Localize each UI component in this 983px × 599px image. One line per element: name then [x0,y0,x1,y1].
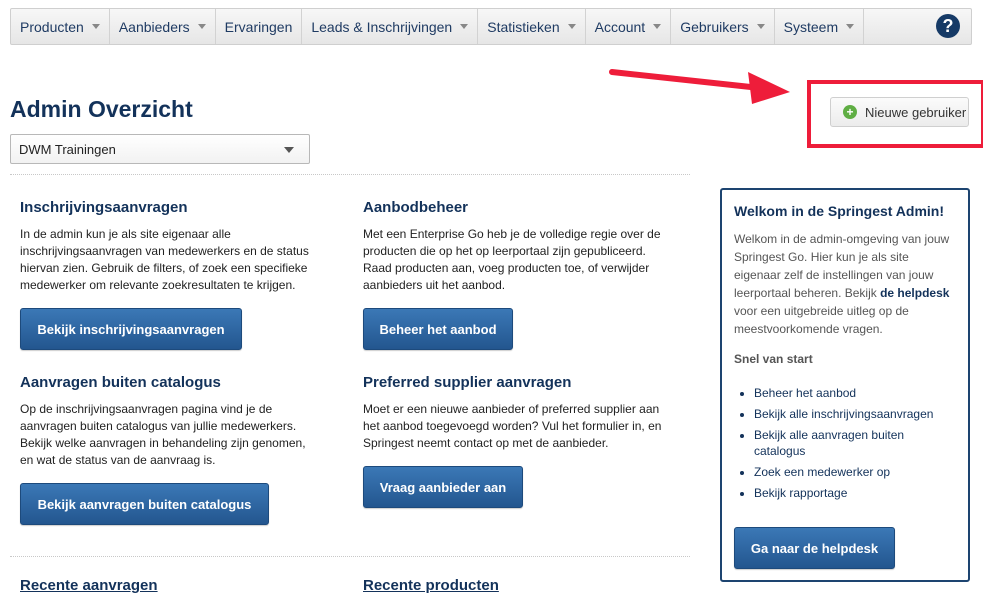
go-to-helpdesk-button[interactable]: Ga naar de helpdesk [734,527,895,569]
quick-link-enrollments[interactable]: Bekijk alle inschrijvingsaanvragen [754,407,934,421]
section-text: Met een Enterprise Go heb je de volledige regie over de producten die op het op leerportaal zijn gepubliceerd. Raad producten aan, voeg producten toe, of verwijder aanbieders uit het aanbod. [363,227,661,292]
list-item [754,485,956,501]
nav-account[interactable] [586,9,672,44]
nav-label: Systeem [783,18,839,35]
nav-leads-inschrijvingen[interactable] [302,9,478,44]
new-user-label: Nieuwe gebruiker [865,104,967,120]
annotation-arrow [600,60,800,110]
top-navigation [10,8,972,45]
divider [10,174,690,175]
nav-label: Account [594,18,646,35]
intro-text: Welkom in de admin-omgeving van jouw Springest Go. Hier kun je als site eigenaar zelf de instellingen van jouw leerportaal beheren. Bekijk [734,232,950,300]
section-aanbodbeheer [363,199,668,294]
quick-link-find-employee[interactable]: Zoek een medewerker op [754,465,891,479]
nav-label: Producten [20,18,84,35]
nav-label: Gebruikers [680,18,749,35]
recent-products-link[interactable]: Recente producten [363,577,499,594]
help-icon[interactable]: ? [936,14,960,38]
section-preferred-supplier [363,374,668,452]
nav-label: Statistieken [487,18,560,35]
new-user-button[interactable] [830,97,969,127]
plus-icon: + [843,105,857,119]
chevron-down-icon [460,24,468,29]
chevron-down-icon [653,24,661,29]
nav-systeem[interactable] [775,9,864,44]
nav-aanbieders[interactable] [110,9,216,44]
select-value: DWM Trainingen [19,141,116,157]
nav-ervaringen[interactable] [216,9,303,44]
manage-offer-button[interactable]: Beheer het aanbod [363,308,513,350]
section-title: Aanbodbeheer [363,199,469,216]
list-item [754,385,956,401]
chevron-down-icon [198,24,206,29]
nav-label: Aanbieders [118,18,190,35]
view-off-catalog-requests-button[interactable]: Bekijk aanvragen buiten catalogus [20,483,269,525]
quick-start-list [734,385,956,501]
request-supplier-button[interactable]: Vraag aanbieder aan [363,466,523,508]
divider [10,556,690,557]
section-text: Moet er een nieuwe aanbieder of preferred supplier aan het aanbod toegevoegd worden? Vul het formulier in, en Springest neemt contact op met de aanbieder. [363,402,662,450]
nav-gebruikers[interactable] [671,9,774,44]
welcome-sidebar [720,188,970,582]
quick-link-reports[interactable]: Bekijk rapportage [754,486,848,500]
section-title: Preferred supplier aanvragen [363,374,572,391]
nav-label: Leads & Inschrijvingen [311,18,453,35]
quick-link-off-catalog[interactable]: Bekijk alle aanvragen buiten catalogus [754,428,905,458]
sidebar-title: Welkom in de Springest Admin! [734,203,945,219]
section-text: In de admin kun je als site eigenaar alle inschrijvingsaanvragen van medewerkers en de status hiervan zien. Gebruik de filters, of zoek een specifieke medewerker om relevante zoekresultaten te krijgen. [20,227,309,292]
section-title: Inschrijvingsaanvragen [20,199,188,216]
intro-text: voor een uitgebreide uitleg op de meestvoorkomende vragen. [734,304,909,336]
list-item [754,406,956,422]
section-inschrijvingsaanvragen [20,199,320,294]
section-title: Aanvragen buiten catalogus [20,374,221,391]
chevron-down-icon [757,24,765,29]
nav-label: Ervaringen [224,18,293,35]
chevron-down-icon [846,24,854,29]
view-enrollment-requests-button[interactable]: Bekijk inschrijvingsaanvragen [20,308,242,350]
quick-start-title: Snel van start [734,352,813,366]
recent-requests-link[interactable]: Recente aanvragen [20,577,158,594]
nav-producten[interactable] [11,9,110,44]
chevron-down-icon [568,24,576,29]
chevron-down-icon [92,24,100,29]
list-item [754,427,956,459]
sidebar-intro [734,230,956,338]
nav-statistieken[interactable] [478,9,585,44]
page-title: Admin Overzicht [10,96,193,122]
chevron-down-icon [284,147,294,153]
quick-link-manage-offer[interactable]: Beheer het aanbod [754,386,857,400]
section-text: Op de inschrijvingsaanvragen pagina vind je de aanvragen buiten catalogus van jullie medewerkers. Bekijk welke aanvragen in behandeling zijn genomen, en wat de status van de aanvraag is. [20,402,306,467]
section-aanvragen-buiten-catalogus [20,374,320,469]
organization-select[interactable] [10,134,310,164]
helpdesk-link[interactable]: de helpdesk [880,286,950,300]
list-item [754,464,956,480]
